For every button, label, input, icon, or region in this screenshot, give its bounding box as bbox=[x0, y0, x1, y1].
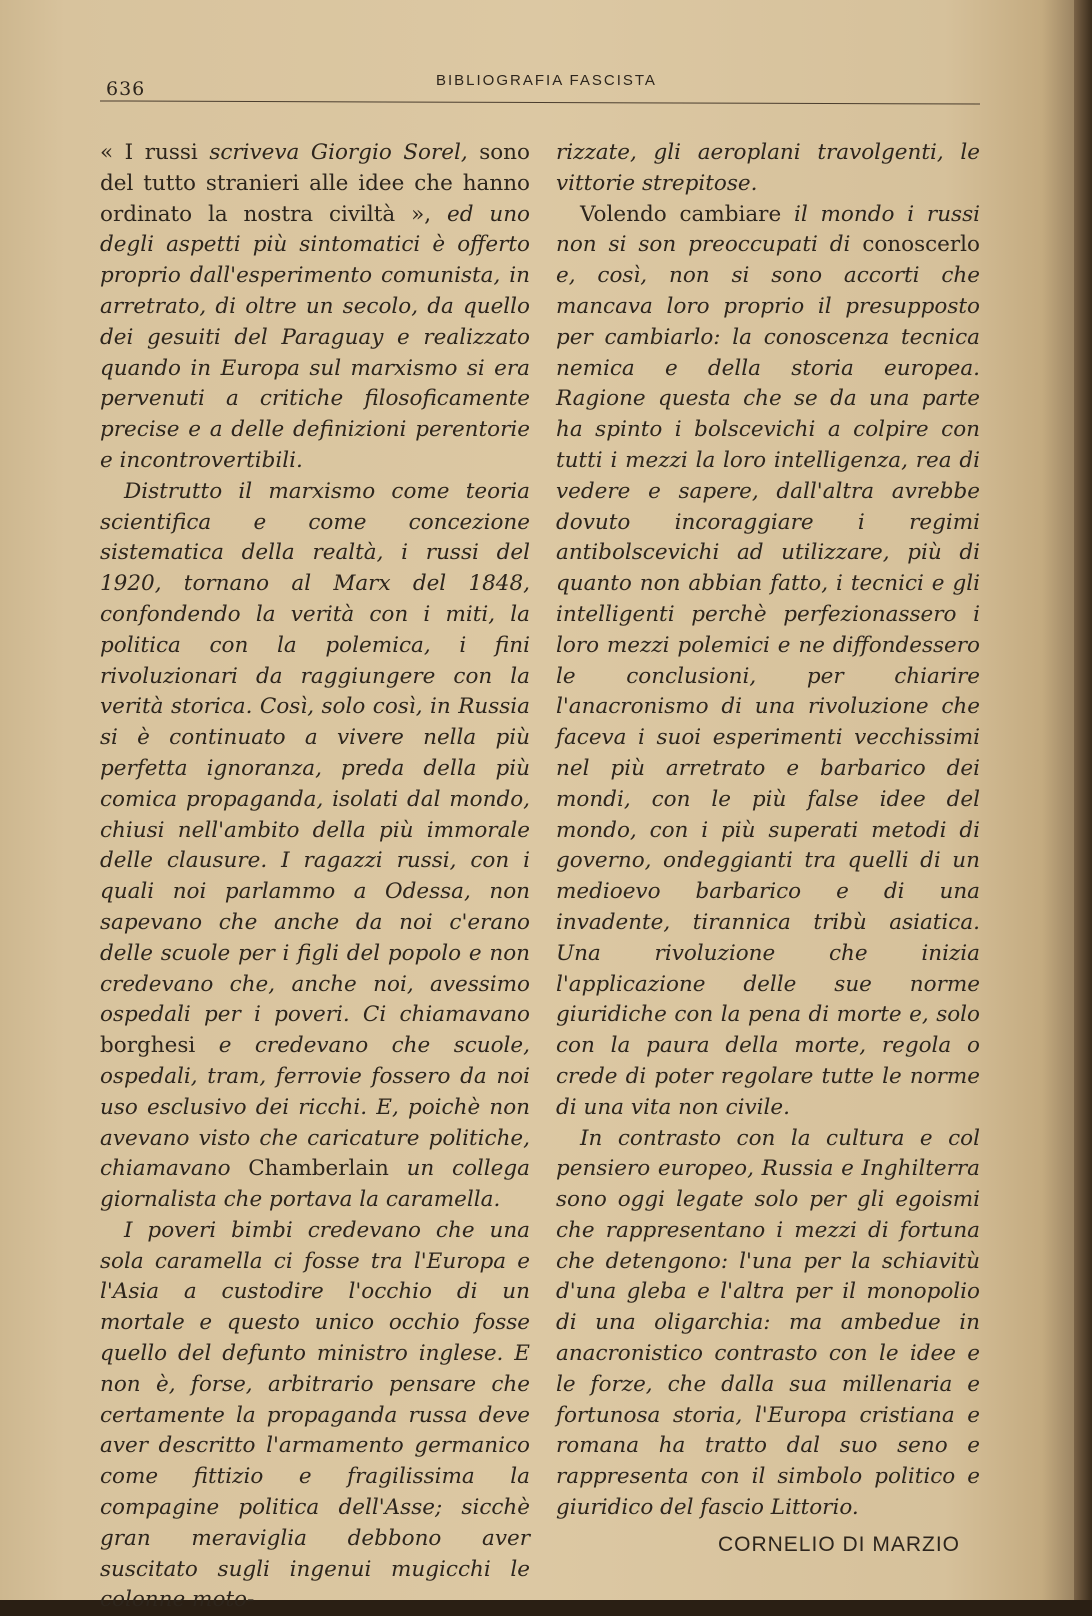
left-p2-text-d: un collega giornalista che portava la caramella. bbox=[100, 1156, 530, 1213]
quote-open: « I russi bbox=[100, 140, 198, 165]
left-paragraph-2 bbox=[100, 477, 530, 1216]
running-title: BIBLIOGRAFIA FASCISTA bbox=[436, 72, 657, 89]
header-rule bbox=[100, 100, 980, 104]
left-column bbox=[100, 138, 530, 1616]
right-p2-roman-c: conoscerlo bbox=[862, 232, 980, 258]
book-spine bbox=[1074, 0, 1092, 1600]
left-p2-text-a: Distrutto il marxismo come teoria scientifica e come concezione sistematica della realtà, i russi del 1920, tornano al Marx del 1848, confondendo la verità con i miti, la politica con la polemica, i fini rivoluzionari da raggiungere con la verità storica. Così, solo così, in Russia si è continuato a vivere nella più perfetta ignoranza, preda della più comica propaganda, isolati dal mondo, chiusi nell'ambito della più immorale delle clausure. I ragazzi russi, con i quali noi parlammo a Odessa, non sapevano che anche da noi c'erano delle scuole per i figli del popolo e non credevano che, anche noi, avessimo ospedali per i poveri. Ci chiamavano bbox=[100, 478, 530, 1028]
page-number: 636 bbox=[106, 78, 146, 100]
right-column bbox=[556, 138, 980, 1561]
author-signature: CORNELIO DI MARZIO bbox=[717, 1532, 960, 1556]
quote-commentary: ed uno degli aspetti più sintomatici è offerto proprio dall'esperimento comunista, in arretrato, di oltre un secolo, da quello dei gesuiti del Paraguay e realizzato quando in Europa sul marxismo si era pervenuti a critiche filosoficamente precise e a delle definizioni perentorie e incontrovertibili. bbox=[100, 201, 530, 473]
right-paragraph-1: rizzate, gli aeroplani travolgenti, le vittorie strepitose. bbox=[556, 140, 980, 196]
left-paragraph-1 bbox=[100, 138, 530, 477]
left-p2-roman-borghesi: borghesi bbox=[100, 1033, 196, 1059]
right-p2-roman-a: Volendo cambiare bbox=[580, 201, 782, 227]
right-paragraph-3: In contrasto con la cultura e col pensiero europeo, Russia e Inghilterra sono oggi legate solo per gli egoismi che rappresentano i mezzi di fortuna che detengono: l'una per la schiavitù d'una gleba e l'altra per il monopolio di una oligarchia: ma ambedue in anacronistico contrasto con le idee e le forze, che dalla sua millenaria e fortunosa storia, l'Europa cristiana e romana ha tratto dal suo seno e rappresenta con il simbolo politico e giuridico del fascio Littorio. bbox=[556, 1125, 980, 1521]
right-p2-text-d: e, così, non si sono accorti che mancava loro proprio il presupposto per cambiarlo: la conoscenza tecnica nemica e della storia europea. Ragione questa che se da una parte ha spinto i bolscevichi a colpire con tutti i mezzi la loro intelligenza, rea di vedere e sapere, dall'altra avrebbe dovuto incoraggiare i regimi antibolscevichi ad utilizzare, più di quanto non abbian fatto, i tecnici e gli intelligenti perchè perfezionassero i loro mezzi polemici e ne diffondessero le conclusioni, per chiarire l'anacronismo di una rivoluzione che faceva i suoi esperimenti vecchissimi nel più arretrato e barbarico dei mondi, con le più false idee del mondo, con i più superati metodi di governo, ondeggianti tra quelli di un medioevo barbarico e di una invadente, tirannica tribù asiatica. Una rivoluzione che inizia l'applicazione delle sue norme giuridiche con la pena di morte e, solo con la paura della morte, regola o crede di poter regolare tutte le norme di una vita non civile. bbox=[556, 263, 980, 1120]
right-p2-text-b: il mondo i russi non si son preoccupati di bbox=[556, 201, 980, 258]
left-p2-text-b: e credevano che scuole, ospedali, tram, ferrovie fossero da noi uso esclusivo dei ricchi. E, poichè non avevano visto che caricature politiche, chiamavano bbox=[100, 1033, 530, 1182]
left-p2-roman-chamberlain: Chamberlain bbox=[248, 1156, 389, 1182]
left-paragraph-3: I poveri bimbi credevano che una sola caramella ci fosse tra l'Europa e l'Asia a custodire l'occhio di un mortale e questo unico occhio fosse quello del defunto ministro inglese. E non è, forse, arbitrario pensare che certamente la propaganda russa deve aver descritto l'armamento germanico come fittizio e fragilissima la compagine politica dell'Asse; sicchè gran meraviglia debbono aver suscitato sugli ingenui mugicchi le colonne moto- bbox=[100, 1217, 530, 1613]
quote-body: sono del tutto stranieri alle idee che hanno ordinato la nostra civiltà », bbox=[100, 140, 530, 227]
quote-attribution: scriveva Giorgio Sorel, bbox=[209, 140, 468, 165]
right-paragraph-2 bbox=[556, 200, 980, 1124]
